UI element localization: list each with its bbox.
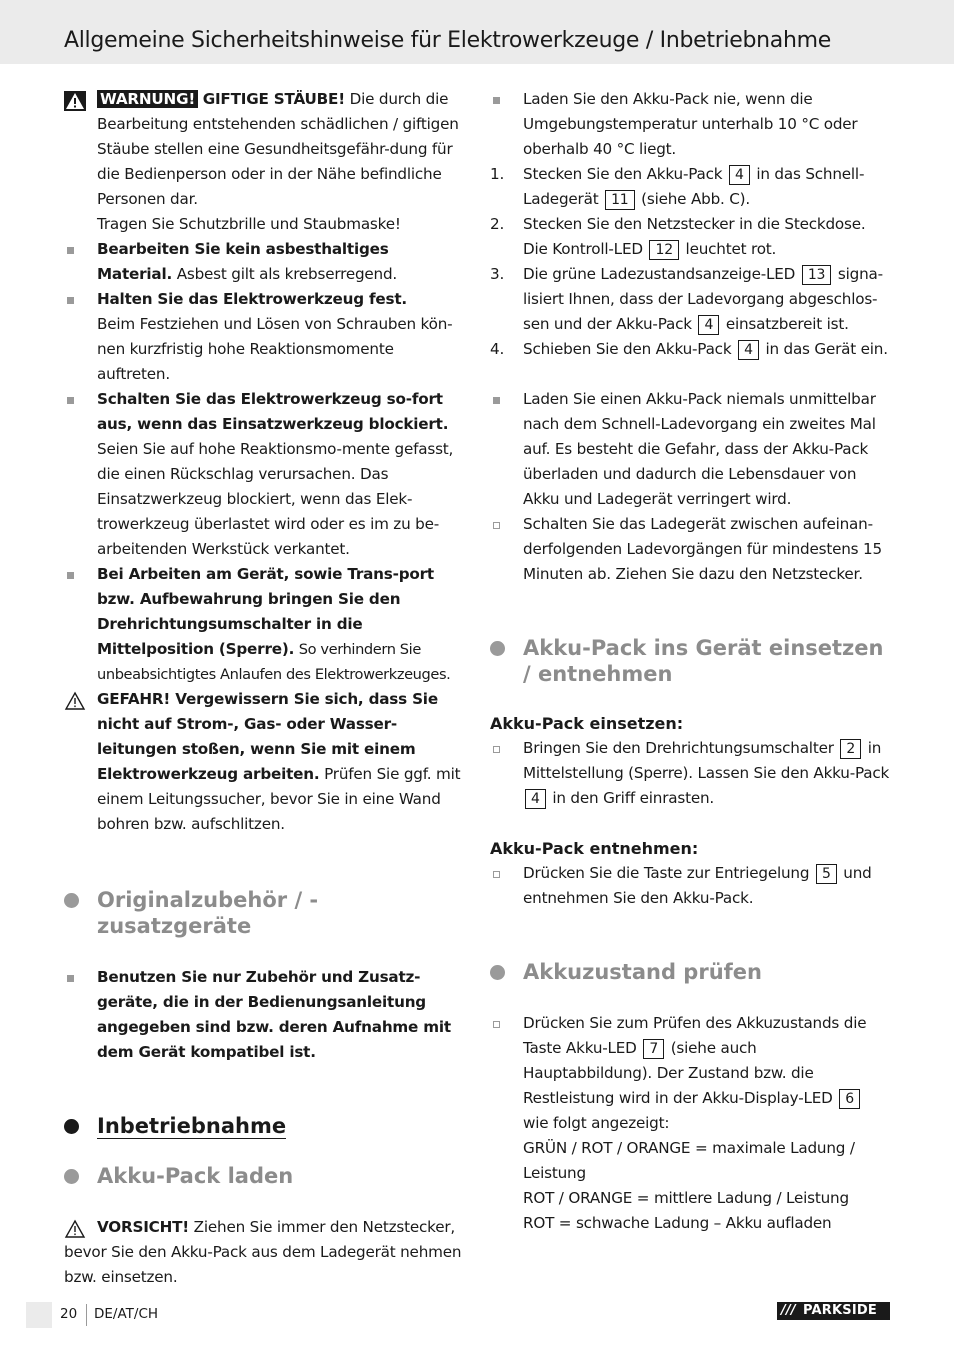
bullet-open-icon	[493, 871, 500, 878]
footer-tab	[26, 1302, 52, 1328]
warning-triangle-icon	[64, 91, 86, 111]
ref-box: 4	[729, 165, 750, 185]
ref-box: 4	[698, 315, 719, 335]
bullet-icon	[67, 247, 74, 254]
check-instruction: Drücken Sie zum Prüfen des Akkuzustands die Taste Akku-LED 7 (siehe auch Hauptabbildung). Der Zustand bzw. die Restleistung wird in der Akku-Display-LED 6 wie folgt angezeigt: GRÜN / ROT / ORANGE = maximale Ladung / Leistung ROT / ORANGE = mittlere Ladung / Leistung ROT = schwache Ladung – Akku aufladen	[490, 1011, 890, 1236]
logo-stripes: ///	[781, 1303, 796, 1318]
heading-akku-laden: Akku-Pack laden	[64, 1163, 464, 1189]
subheading-einsetzen: Akku-Pack einsetzen:	[490, 714, 684, 733]
remove-instruction: Drücken Sie die Taste zur Entriegelung 5 und entnehmen Sie den Akku-Pack.	[490, 861, 890, 911]
ref-box: 13	[802, 265, 831, 285]
caution-notice: VORSICHT! Ziehen Sie immer den Netzstecker, bevor Sie den Akku-Pack aus dem Ladegerät nehmen bzw. einsetzen.	[64, 1218, 462, 1286]
bullet-switch-off-charger: Schalten Sie das Ladegerät zwischen aufeinan-derfolgenden Ladevorgängen für mindestens 15 Minuten ab. Ziehen Sie dazu den Netzstecker.	[490, 512, 890, 587]
bullet-switch-off: Schalten Sie das Elektrowerkzeug so-fort aus, wenn das Einsatzwerkzeug blockiert. Seien Sie auf hohe Reaktionsmo-mente gefasst, die einen Rückschlag verursachen. Das Einsatzwerkzeug blockiert, wenn das Elek-trowerkzeug überlastet wird oder es im zu be-arbeitenden Werkstück verkantet.	[64, 387, 464, 562]
bullet-icon	[67, 975, 74, 982]
ref-box: 7	[643, 1039, 664, 1059]
danger-triangle-icon	[64, 691, 86, 711]
heading-akkuzustand: Akkuzustand prüfen	[490, 959, 890, 985]
heading-dot-icon	[490, 965, 505, 980]
heading-inbetriebnahme: Inbetriebnahme	[64, 1113, 464, 1139]
bullet-accessories: Benutzen Sie nur Zubehör und Zusatz-geräte, die in der Bedienungsanleitung angegeben sind bzw. deren Aufnahme mit dem Gerät kompatibel ist.	[64, 965, 464, 1065]
heading-dot-icon	[64, 893, 79, 908]
ref-box: 4	[738, 340, 759, 360]
bullet-icon	[67, 572, 74, 579]
heading-dot-icon	[64, 1169, 79, 1184]
bullet-direction-switch: Bei Arbeiten am Gerät, sowie Trans-port bzw. Aufbewahrung bringen Sie den Drehrichtungsumschalter in die Mittelposition (Sperre). So verhindern Sie unbeabsichtigtes Anlaufen des Elektrowerkzeuges.	[64, 562, 464, 687]
bullet-asbestos: Bearbeiten Sie kein asbesthaltiges Material. Asbest gilt als krebserregend.	[64, 237, 464, 287]
danger-notice: GEFAHR! Vergewissern Sie sich, dass Sie nicht auf Strom-, Gas- oder Wasser-leitungen stoßen, wenn Sie mit einem Elektrowerkzeug arbeiten. Prüfen Sie ggf. mit einem Leitungssucher, bevor Sie in eine Wand bohren bzw. aufschlitzen.	[64, 687, 464, 837]
bullet-temperature: Laden Sie den Akku-Pack nie, wenn die Umgebungstemperatur unterhalb 10 °C oder oberhalb 40 °C liegt.	[490, 87, 890, 162]
subheading-entnehmen: Akku-Pack entnehmen:	[490, 839, 699, 858]
step-1: 1. Stecken Sie den Akku-Pack 4 in das Schnell-Ladegerät 11 (siehe Abb. C).	[490, 165, 865, 208]
ref-box: 6	[839, 1089, 860, 1109]
heading-dot-icon	[490, 641, 505, 656]
heading-insert-remove: Akku-Pack ins Gerät einsetzen / entnehmen	[490, 635, 890, 687]
ref-box: 11	[605, 190, 634, 210]
page-number: 20	[60, 1306, 78, 1322]
bullet-no-recharge: Laden Sie einen Akku-Pack niemals unmittelbar nach dem Schnell-Ladevorgang ein zweites Mal auf. Es besteht die Gefahr, dass der Akku-Pack überladen und dadurch die Lebensdauer von Akku und Ladegerät verringert wird.	[490, 387, 890, 512]
bullet-icon	[493, 97, 500, 104]
page-header	[0, 0, 954, 64]
bullet-icon	[493, 397, 500, 404]
warning-label: WARNUNG!	[97, 90, 198, 108]
ref-box: 5	[816, 864, 837, 884]
language-codes: DE/AT/CH	[94, 1306, 159, 1322]
right-column	[490, 87, 890, 1236]
bullet-icon	[67, 397, 74, 404]
ref-box: 12	[649, 240, 678, 260]
warning-toxic-dust: WARNUNG! GIFTIGE STÄUBE! Die durch die Bearbeitung entstehenden schädlichen / giftigen Stäube stellen eine Gesundheitsgefähr-dung für die Bedienperson oder in der Nähe befindliche Personen dar. Tragen Sie Schutzbrille und Staubmaske!	[64, 87, 464, 237]
logo-text: PARKSIDE	[803, 1303, 877, 1318]
heading-original-accessories: Originalzubehör / -zusatzgeräte	[64, 887, 464, 939]
insert-instruction: Bringen Sie den Drehrichtungsumschalter 2 in Mittelstellung (Sperre). Lassen Sie den Akku-Pack 4 in den Griff einrasten.	[490, 736, 890, 811]
bullet-open-icon	[493, 522, 500, 529]
ref-box: 2	[840, 739, 861, 759]
bullet-icon	[67, 297, 74, 304]
caution-triangle-icon	[64, 1219, 86, 1239]
page-title: Allgemeine Sicherheitshinweise für Elektrowerkzeuge / Inbetriebnahme	[64, 28, 831, 53]
ref-box: 4	[525, 789, 546, 809]
bullet-hold-tool: Halten Sie das Elektrowerkzeug fest. Beim Festziehen und Lösen von Schrauben kön-nen kurzfristig hohe Reaktionsmomente auftreten.	[64, 287, 464, 387]
step-3: 3. Die grüne Ladezustandsanzeige-LED 13 signa-lisiert Ihnen, dass der Ladevorgang abgeschlos-sen und der Akku-Pack 4 einsatzbereit ist.	[490, 265, 883, 333]
bullet-open-icon	[493, 746, 500, 753]
parkside-logo	[777, 1302, 890, 1320]
heading-dot-icon	[64, 1119, 79, 1134]
step-2: 2. Stecken Sie den Netzstecker in die Steckdose. Die Kontroll-LED 12 leuchtet rot.	[490, 215, 866, 258]
bullet-open-icon	[493, 1021, 500, 1028]
step-4: 4. Schieben Sie den Akku-Pack 4 in das Gerät ein.	[490, 340, 888, 358]
footer-divider	[86, 1304, 87, 1326]
left-column	[64, 87, 464, 1290]
